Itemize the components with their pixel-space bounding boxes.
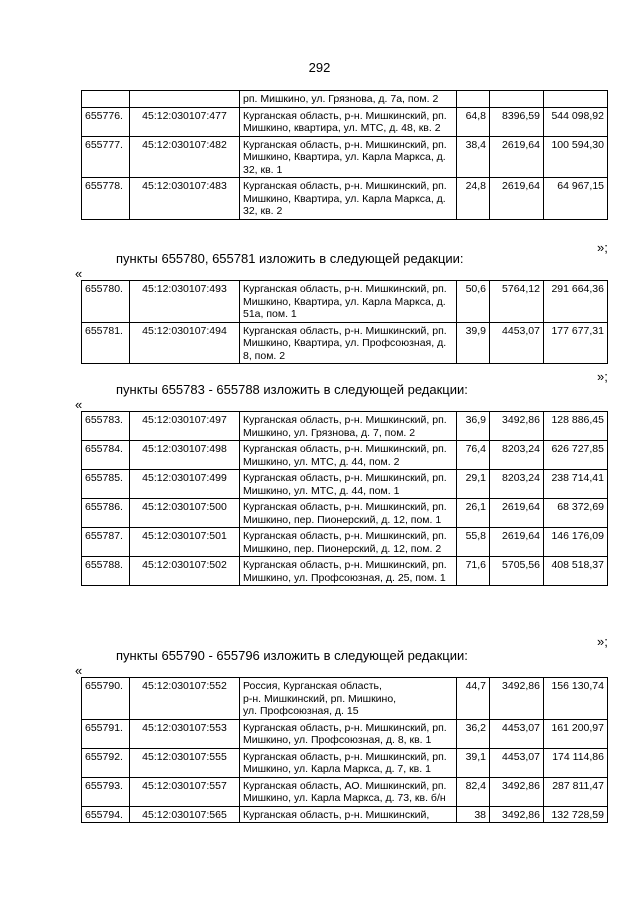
area-cell: 38,4 [457,136,490,178]
table-row [82,136,608,178]
amendment-paragraph: пункты 655790 - 655796 изложить в следующей редакции: [116,648,468,663]
cadastral-value-cell [544,91,608,108]
area-cell: 36,2 [457,719,490,748]
amendment-paragraph: пункты 655780, 655781 изложить в следующей редакции: [116,251,464,266]
address-cell: Курганская область, р-н. Мишкинский, рп. Мишкино, Квартира, ул. Карла Маркса, д. 51а, пом. 1 [240,281,457,323]
address-cell: рп. Мишкино, ул. Грязнова, д. 7а, пом. 2 [240,91,457,108]
unit-price-cell [490,91,544,108]
address-cell: Курганская область, АО. Мишкинский, рп. Мишкино, ул. Карла Маркса, д. 73, кв. б/н [240,777,457,806]
item-number-cell: 655787. [82,528,130,557]
area-cell: 55,8 [457,528,490,557]
item-number-cell: 655780. [82,281,130,323]
table-row [82,107,608,136]
unit-price-cell: 2619,64 [490,499,544,528]
unit-price-cell: 5705,56 [490,557,544,586]
item-number-cell: 655785. [82,470,130,499]
cadastral-number-cell: 45:12:030107:502 [130,557,240,586]
table-row [82,281,608,323]
unit-price-cell: 8203,24 [490,441,544,470]
cadastral-value-cell: 174 114,86 [544,748,608,777]
unit-price-cell: 3492,86 [490,777,544,806]
area-cell: 26,1 [457,499,490,528]
table-row [82,748,608,777]
table-row [82,499,608,528]
area-cell: 38 [457,806,490,823]
table-row [82,719,608,748]
amendment-paragraph: пункты 655783 - 655788 изложить в следующей редакции: [116,382,468,397]
item-number-cell [82,91,130,108]
item-number-cell: 655784. [82,441,130,470]
cadastral-value-cell: 68 372,69 [544,499,608,528]
unit-price-cell: 4453,07 [490,719,544,748]
cadastral-value-cell: 287 811,47 [544,777,608,806]
area-cell: 82,4 [457,777,490,806]
area-cell [457,91,490,108]
unit-price-cell: 4453,07 [490,322,544,364]
address-cell: Курганская область, р-н. Мишкинский, рп. Мишкино, ул. Грязнова, д. 7, пом. 2 [240,412,457,441]
unit-price-cell: 3492,86 [490,806,544,823]
closing-quote: »; [597,240,608,255]
cadastral-number-cell: 45:12:030107:497 [130,412,240,441]
unit-price-cell: 4453,07 [490,748,544,777]
cadastral-value-cell: 100 594,30 [544,136,608,178]
item-number-cell: 655791. [82,719,130,748]
cadastral-value-cell: 132 728,59 [544,806,608,823]
address-cell: Курганская область, р-н. Мишкинский, рп. Мишкино, ул. Профсоюзная, д. 25, пом. 1 [240,557,457,586]
table-row [82,322,608,364]
address-cell: Курганская область, р-н. Мишкинский, рп. Мишкино, ул. Карла Маркса, д. 7, кв. 1 [240,748,457,777]
cadastral-number-cell: 45:12:030107:499 [130,470,240,499]
table-row [82,557,608,586]
cadastral-value-cell: 64 967,15 [544,178,608,220]
area-cell: 39,9 [457,322,490,364]
cadastral-value-cell: 177 677,31 [544,322,608,364]
cadastral-number-cell: 45:12:030107:555 [130,748,240,777]
cadastral-number-cell: 45:12:030107:552 [130,678,240,720]
item-number-cell: 655788. [82,557,130,586]
area-cell: 71,6 [457,557,490,586]
unit-price-cell: 2619,64 [490,528,544,557]
registry-table-2 [81,280,608,364]
registry-table-1 [81,90,608,220]
unit-price-cell: 8396,59 [490,107,544,136]
area-cell: 39,1 [457,748,490,777]
item-number-cell: 655790. [82,678,130,720]
item-number-cell: 655794. [82,806,130,823]
area-cell: 44,7 [457,678,490,720]
address-cell: Курганская область, р-н. Мишкинский, рп. Мишкино, квартира, ул. МТС, д. 48, кв. 2 [240,107,457,136]
item-number-cell: 655793. [82,777,130,806]
closing-quote: »; [597,369,608,384]
cadastral-value-cell: 128 886,45 [544,412,608,441]
address-cell: Курганская область, р-н. Мишкинский, рп. Мишкино, ул. МТС, д. 44, пом. 2 [240,441,457,470]
address-cell: Курганская область, р-н. Мишкинский, рп. Мишкино, Квартира, ул. Карла Маркса, д. 32, кв. 2 [240,178,457,220]
area-cell: 76,4 [457,441,490,470]
item-number-cell: 655786. [82,499,130,528]
address-cell: Курганская область, р-н. Мишкинский, рп. Мишкино, ул. МТС, д. 44, пом. 1 [240,470,457,499]
page-number: 292 [308,60,331,75]
cadastral-value-cell: 544 098,92 [544,107,608,136]
area-cell: 29,1 [457,470,490,499]
table-row [82,412,608,441]
registry-table-4 [81,677,608,823]
cadastral-number-cell: 45:12:030107:477 [130,107,240,136]
cadastral-number-cell: 45:12:030107:500 [130,499,240,528]
cadastral-number-cell: 45:12:030107:483 [130,178,240,220]
cadastral-number-cell: 45:12:030107:501 [130,528,240,557]
address-cell: Россия, Курганская область, р-н. Мишкинский, рп. Мишкино, ул. Профсоюзная, д. 15 [240,678,457,720]
opening-quote: « [75,397,83,412]
table-row [82,178,608,220]
area-cell: 36,9 [457,412,490,441]
unit-price-cell: 3492,86 [490,678,544,720]
table-row [82,806,608,823]
cadastral-value-cell: 408 518,37 [544,557,608,586]
opening-quote: « [75,663,83,678]
cadastral-value-cell: 626 727,85 [544,441,608,470]
address-cell: Курганская область, р-н. Мишкинский, [240,806,457,823]
cadastral-value-cell: 156 130,74 [544,678,608,720]
area-cell: 50,6 [457,281,490,323]
item-number-cell: 655777. [82,136,130,178]
item-number-cell: 655792. [82,748,130,777]
address-cell: Курганская область, р-н. Мишкинский, рп. Мишкино, пер. Пионерский, д. 12, пом. 1 [240,499,457,528]
address-cell: Курганская область, р-н. Мишкинский, рп. Мишкино, пер. Пионерский, д. 12, пом. 2 [240,528,457,557]
unit-price-cell: 2619,64 [490,136,544,178]
area-cell: 64,8 [457,107,490,136]
unit-price-cell: 3492,86 [490,412,544,441]
item-number-cell: 655781. [82,322,130,364]
cadastral-value-cell: 291 664,36 [544,281,608,323]
item-number-cell: 655776. [82,107,130,136]
cadastral-number-cell: 45:12:030107:565 [130,806,240,823]
table-row [82,777,608,806]
address-cell: Курганская область, р-н. Мишкинский, рп. Мишкино, Квартира, ул. Карла Маркса, д. 32, кв. 1 [240,136,457,178]
cadastral-value-cell: 238 714,41 [544,470,608,499]
table-row [82,678,608,720]
table-row [82,441,608,470]
address-cell: Курганская область, р-н. Мишкинский, рп. Мишкино, ул. Профсоюзная, д. 8, кв. 1 [240,719,457,748]
cadastral-number-cell: 45:12:030107:493 [130,281,240,323]
table-row [82,528,608,557]
item-number-cell: 655783. [82,412,130,441]
table-row [82,91,608,108]
table-row [82,470,608,499]
unit-price-cell: 2619,64 [490,178,544,220]
registry-table-3 [81,411,608,586]
area-cell: 24,8 [457,178,490,220]
closing-quote: »; [597,634,608,649]
opening-quote: « [75,266,83,281]
address-cell: Курганская область, р-н. Мишкинский, рп. Мишкино, Квартира, ул. Профсоюзная, д. 8, пом. 2 [240,322,457,364]
cadastral-value-cell: 161 200,97 [544,719,608,748]
cadastral-number-cell [130,91,240,108]
cadastral-number-cell: 45:12:030107:494 [130,322,240,364]
item-number-cell: 655778. [82,178,130,220]
cadastral-number-cell: 45:12:030107:482 [130,136,240,178]
unit-price-cell: 5764,12 [490,281,544,323]
unit-price-cell: 8203,24 [490,470,544,499]
cadastral-number-cell: 45:12:030107:553 [130,719,240,748]
cadastral-number-cell: 45:12:030107:498 [130,441,240,470]
cadastral-value-cell: 146 176,09 [544,528,608,557]
cadastral-number-cell: 45:12:030107:557 [130,777,240,806]
